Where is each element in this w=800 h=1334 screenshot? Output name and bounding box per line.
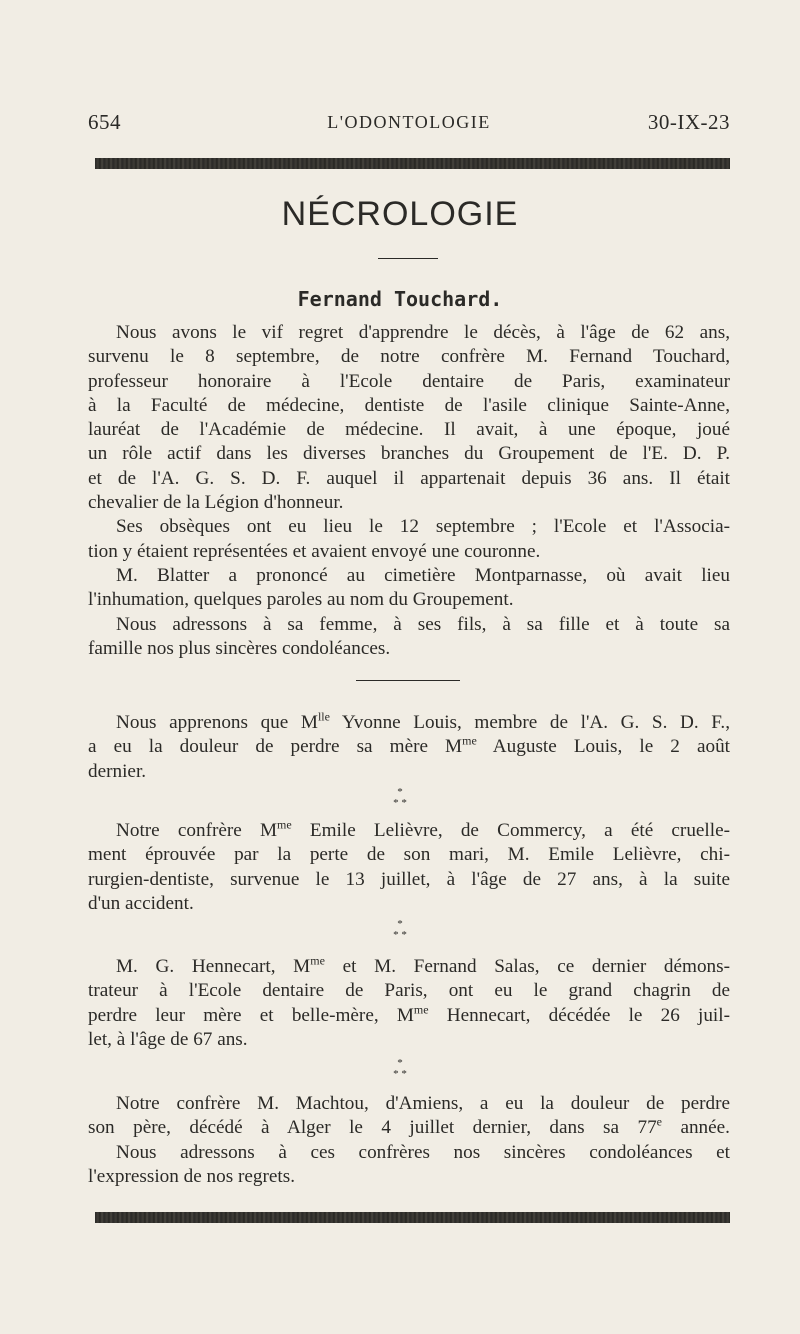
text-line: Nous adressons à ces confrères nos sincères condoléances et <box>116 1141 730 1163</box>
text-line: a eu la douleur de perdre sa mère $M^{me}$ Auguste Louis, le 2 août <box>88 733 730 758</box>
text-line: professeur honoraire à l'Ecole dentaire de Paris, examinateur <box>88 370 730 392</box>
text-line: Nous adressons à sa femme, à ses fils, à sa fille et à toute sa <box>116 613 730 635</box>
text-line: famille nos plus sincères condoléances. <box>88 637 391 659</box>
text-line: Notre confrère $M^{me}$ Emile Lelièvre, de Commercy, a été cruelle- <box>116 817 730 841</box>
text-line: lauréat de l'Académie de médecine. Il avait, à une époque, joué <box>88 419 730 441</box>
section-divider <box>356 680 460 681</box>
obituary-name: Fernand Touchard. <box>297 287 503 311</box>
journal-title: L'ODONTOLOGIE <box>327 112 491 132</box>
text-line: perdre leur mère et belle-mère, $M^{me}$ Hennecart, décédée le 26 juil- <box>88 1002 730 1026</box>
title-rule <box>378 258 438 259</box>
paragraph-hennecart <box>88 955 730 1052</box>
page-number: 654 <box>88 110 121 134</box>
top-ornamental-band <box>95 158 730 169</box>
paragraph-machtou <box>88 1092 730 1189</box>
text-line: tion y étaient représentées et avaient envoyé une couronne. <box>88 540 541 562</box>
text-line: M. G. Hennecart, $M^{me}$ et M. Fernand Salas, ce dernier démons- <box>116 953 730 977</box>
paragraph-louis <box>88 711 730 784</box>
text-line: Notre confrère M. Machtou, d'Amiens, a eu la douleur de perdre <box>116 1093 730 1114</box>
issue-date: 30-IX-23 <box>647 110 730 134</box>
text-line: et de l'A. G. S. D. F. auquel il appartenait depuis 36 ans. Il était <box>88 467 730 489</box>
text-line: rurgien-dentiste, survenue le 13 juillet, à l'âge de 27 ans, à la suite <box>88 868 730 890</box>
text-line: Nous apprenons que $M^{lle}$ Yvonne Louis, membre de l'A. G. S. D. F., <box>116 709 730 733</box>
text-line: survenu le 8 septembre, de notre confrère M. Fernand Touchard, <box>88 346 730 368</box>
asterism: * * * <box>393 1057 407 1080</box>
text-line: à la Faculté de médecine, dentiste de l'asile clinique Sainte-Anne, <box>88 394 730 416</box>
text-line: chevalier de la Légion d'honneur. <box>88 492 344 514</box>
text-line: trateur à l'Ecole dentaire de Paris, ont eu le grand chagrin de <box>88 980 730 1002</box>
asterism: * * * <box>393 786 407 809</box>
bottom-ornamental-band <box>95 1212 730 1223</box>
text-line: M. Blatter a prononcé au cimetière Montparnasse, où avait lieu <box>116 564 730 586</box>
paragraph-touchard <box>88 321 730 661</box>
text-line: l'inhumation, quelques paroles au nom du Groupement. <box>88 589 514 611</box>
text-line: d'un accident. <box>88 892 194 914</box>
text-line: l'expression de nos regrets. <box>88 1165 296 1187</box>
section-title: NÉCROLOGIE <box>281 195 519 233</box>
text-line: ment éprouvée par la perte de son mari, M. Emile Lelièvre, chi- <box>88 844 730 866</box>
text-line: dernier. <box>88 760 147 782</box>
text-line: un rôle actif dans les diverses branches du Groupement de l'E. D. P. <box>88 443 730 465</box>
asterism: * * * <box>393 918 407 941</box>
paragraph-lelievre <box>88 819 730 916</box>
text-line: Ses obsèques ont eu lieu le 12 septembre ; l'Ecole et l'Associa- <box>116 516 730 538</box>
text-line: let, à l'âge de 67 ans. <box>88 1028 248 1050</box>
text-line: son père, décédé à Alger le 4 juillet dernier, dans sa 77e année. <box>88 1114 730 1139</box>
text-line: Nous avons le vif regret d'apprendre le décès, à l'âge de 62 ans, <box>116 322 730 343</box>
